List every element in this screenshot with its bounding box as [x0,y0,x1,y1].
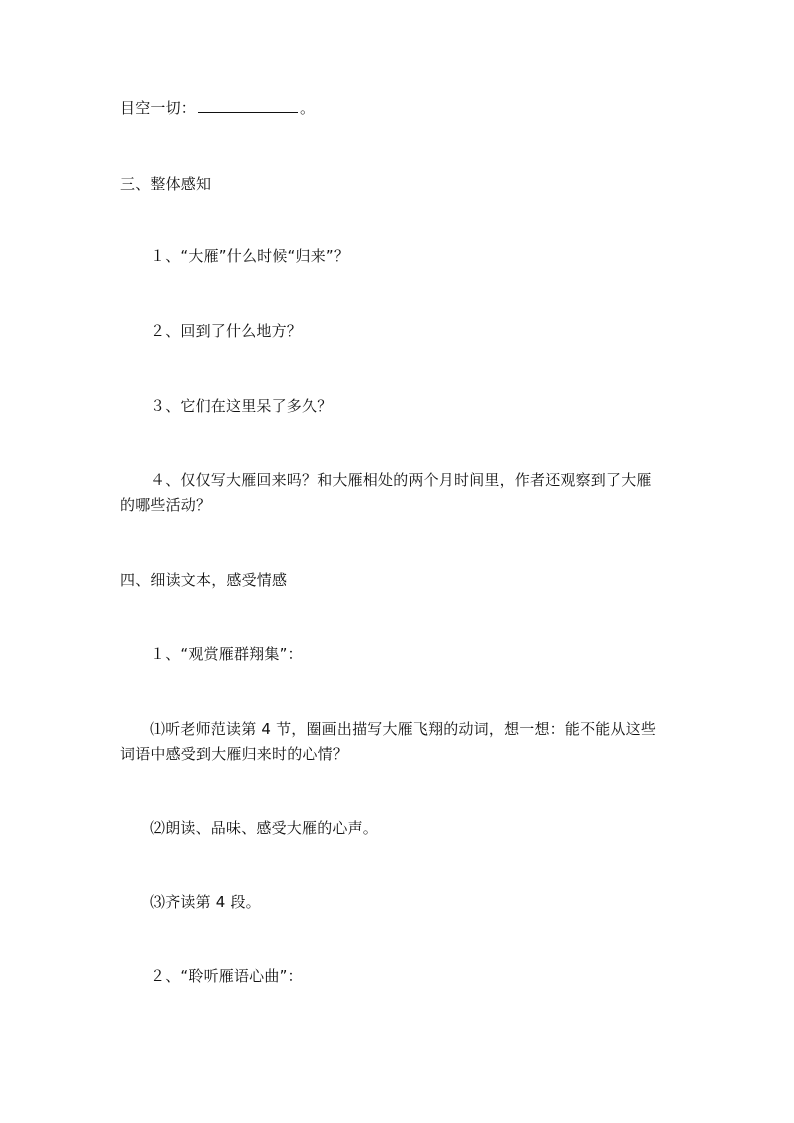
answer-blank[interactable] [198,99,298,113]
section-3-question-4-line-2: 的哪些活动？ [120,496,212,514]
section-4-sub-1-line-2: 词语中感受到大雁归来时的心情？ [120,745,349,763]
section-3-question-2: ２、回到了什么地方？ [150,322,303,340]
section-4-sub-1-line-1: ⑴听老师范读第 4 节，圈画出描写大雁飞翔的动词，想一想：能不能从这些 [150,720,657,738]
section-4-sub-3: ⑶齐读第 4 段。 [150,893,261,911]
section-3-heading: 三、整体感知 [120,175,212,193]
section-4-heading: 四、细读文本，感受情感 [120,571,288,589]
section-3-question-3: ３、它们在这里呆了多久？ [150,397,333,415]
idiom-label: 目空一切： [120,99,197,117]
section-3-question-1: １、“大雁”什么时候“归来”？ [150,247,350,265]
section-4-item-1: １、“观赏雁群翔集”： [150,645,303,663]
section-3-question-4-line-1: ４、仅仅写大雁回来吗？和大雁相处的两个月时间里，作者还观察到了大雁 [150,471,652,489]
section-4-item-2: ２、“聆听雁语心曲”： [150,967,303,985]
idiom-item [120,97,315,119]
section-4-sub-2: ⑵朗读、品味、感受大雁的心声。 [150,819,379,837]
idiom-end-mark: 。 [300,99,316,117]
